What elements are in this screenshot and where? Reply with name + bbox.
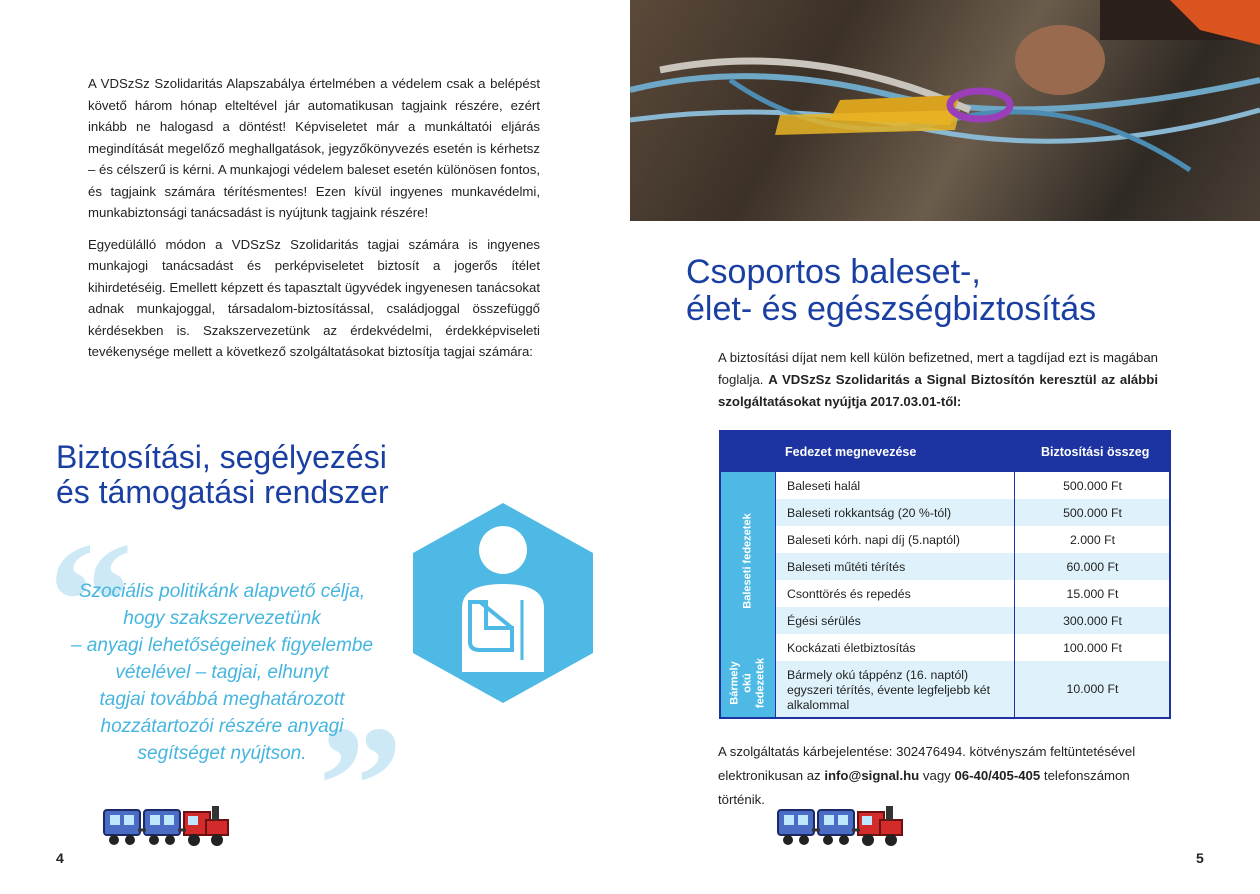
right-page — [630, 0, 1260, 894]
table-row: Baleseti halál 500.000 Ft — [776, 472, 1169, 499]
table-row: Baleseti rokkantság (20 %-tól) 500.000 Ft — [776, 499, 1169, 526]
quote-open-icon: “ — [48, 507, 133, 695]
phone-number[interactable]: 06-40/405-405 — [954, 768, 1041, 783]
left-body-text — [88, 73, 540, 373]
quote-close-icon: ” — [318, 691, 403, 879]
coverage-table — [719, 430, 1171, 719]
intro-plain-text: A biztosítási díjat nem kell külön befizetned, mert a tagdíjad ezt is magában foglalja. — [718, 350, 1158, 387]
table-row: Baleseti műtéti térítés 60.000 Ft — [776, 553, 1169, 580]
paragraph-membership: A VDSzSz Szolidaritás Alapszabálya értelmében a védelem csak a belépést követő három hónap elteltével jár automatikusan tagjaink részére, ezért inkább ne halogasd a döntést! Képviseletet már a munkáltatói eljárás megindítását megelőző meghallgatások, jegyzőkönyvezés esetén is kérhetsz – és célszerű is kérni. A munkajogi védelem baleset esetén különösen fontos, és tagjaink számára térítésmentes! Ezen kívül ingyenes munkavédelmi, munkabiztonsági tanácsadást is nyújtunk tagjaink részére! — [88, 76, 540, 220]
injured-person-hexagon-icon — [410, 500, 596, 706]
climbing-rope-photo — [630, 0, 1260, 221]
table-row: Baleseti kórh. napi díj (5.naptól) 2.000 Ft — [776, 526, 1169, 553]
paragraph-legal-aid: Egyedülálló módon a VDSzSz Szolidaritás tagjai számára is ingyenes munkajogi tanácsadást és perképviseletet biztosít a jogerős ítélet kihirdetéséig. Emellett képzett és tapasztalt ügyvédek ingyenesen tanácsokat adnak munkajoggal, társadalom-biztosítással, családjoggal összefüggő kérdésekben is. Szakszervezetünk az érdekvédelmi, érdekképviseleti tevékenysége mellett a következő szolgáltatásokat biztosítja tagjai számára: — [88, 236, 540, 359]
table-row: Bármely okú táppénz (16. naptól) egyszeri térítés, évente legfeljebb két alkalommal 10.000 Ft — [776, 661, 1169, 717]
insurance-intro — [718, 347, 1158, 413]
train-icon — [776, 800, 906, 850]
table-row: Kockázati életbiztosítás 100.000 Ft — [776, 634, 1169, 661]
email-link[interactable]: info@signal.hu — [824, 768, 920, 783]
table-row: Csonttörés és repedés 15.000 Ft — [776, 580, 1169, 607]
group-accident-coverage: Baleseti fedezetek — [721, 472, 776, 649]
table-header-row — [721, 432, 1169, 472]
header-coverage-name: Fedezet megnevezése — [785, 445, 917, 459]
table-row: Égési sérülés 300.000 Ft — [776, 607, 1169, 634]
claims-info: A szolgáltatás kárbejelentése: 302476494. kötvényszám feltüntetésével elektronikusan az info@signal.hu vagy 06-40/405-405 telefonszámon történik. — [718, 744, 1136, 807]
header-insured-amount: Biztosítási összeg — [1041, 445, 1150, 459]
pull-quote: Szociális politikánk alapvető célja, hogy szakszervezetünk – anyagi lehetőségeinek figyelembe vételével – tagjai, elhunyt tagjai továbbá meghatározott hozzátartozói részére anyagi segítséget nyújtson. — [70, 581, 374, 764]
group-any-cause-coverage: Bármely okú fedezetek — [721, 649, 776, 717]
page-number: 5 — [1196, 850, 1204, 866]
section-title-group-insurance: Csoportos baleset-, élet- és egészségbiztosítás — [686, 253, 1097, 328]
intro-bold-text: A VDSzSz Szolidaritás a Signal Biztosítón keresztül az alábbi szolgáltatásokat nyújtja 2017.03.01-től: — [718, 372, 1158, 409]
train-icon — [102, 800, 232, 850]
section-title-insurance-system: Biztosítási, segélyezési és támogatási rendszer — [56, 439, 389, 510]
page-number: 4 — [56, 850, 64, 866]
